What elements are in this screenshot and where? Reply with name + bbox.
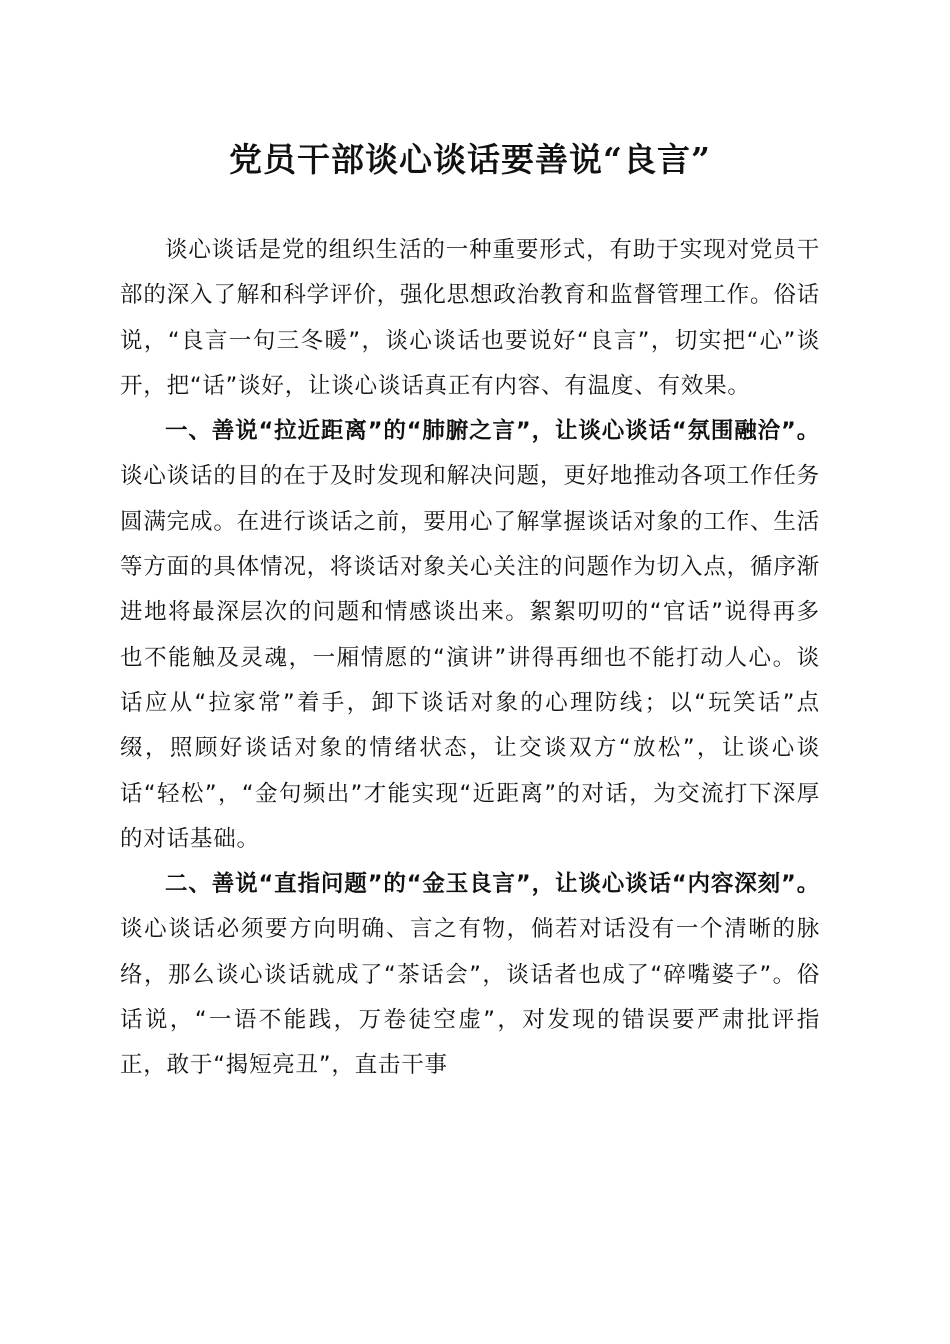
paragraph-intro — [120, 228, 820, 409]
document-title: 党员干部谈心谈话要善说“良言” — [229, 140, 711, 179]
paragraph-intro-text: 谈心谈话是党的组织生活的一种重要形式，有助于实现对党员干部的深入了解和科学评价，强化思想政治教育和监督管理工作。俗话说，“良言一句三冬暖”，谈心谈话也要说好“良言”，切实把“心”谈开，把“话”谈好，让谈心谈话真正有内容、有温度、有效果。 — [120, 237, 820, 399]
section-1-text: 谈心谈话的目的在于及时发现和解决问题，更好地推动各项工作任务圆满完成。在进行谈话之前，要用心了解掌握谈话对象的工作、生活等方面的具体情况，将谈话对象关心关注的问题作为切入点，循序渐进地将最深层次的问题和情感谈出来。絮絮叨叨的“官话”说得再多也不能触及灵魂，一厢情愿的“演讲”讲得再细也不能打动人心。谈话应从“拉家常”着手，卸下谈话对象的心理防线；以“玩笑话”点缀，照顾好谈话对象的情绪状态，让交谈双方“放松”，让谈心谈话“轻松”，“金句频出”才能实现“近距离”的对话，为交流打下深厚的对话基础。 — [120, 463, 820, 852]
paragraph-section-1 — [120, 409, 820, 862]
section-2-heading: 二、善说“直指问题”的“金玉良言”，让谈心谈话“内容深刻”。 — [165, 871, 820, 898]
paragraph-section-2 — [120, 862, 820, 1088]
document-page — [120, 130, 820, 1089]
section-1-heading: 一、善说“拉近距离”的“肺腑之言”，让谈心谈话“氛围融洽”。 — [165, 418, 820, 445]
section-2-text: 谈心谈话必须要方向明确、言之有物，倘若对话没有一个清晰的脉络，那么谈心谈话就成了“茶话会”，谈话者也成了“碎嘴婆子”。俗话说，“一语不能践，万卷徒空虚”，对发现的错误要严肃批评指正，敢于“揭短亮丑”，直击干事 — [120, 916, 820, 1079]
